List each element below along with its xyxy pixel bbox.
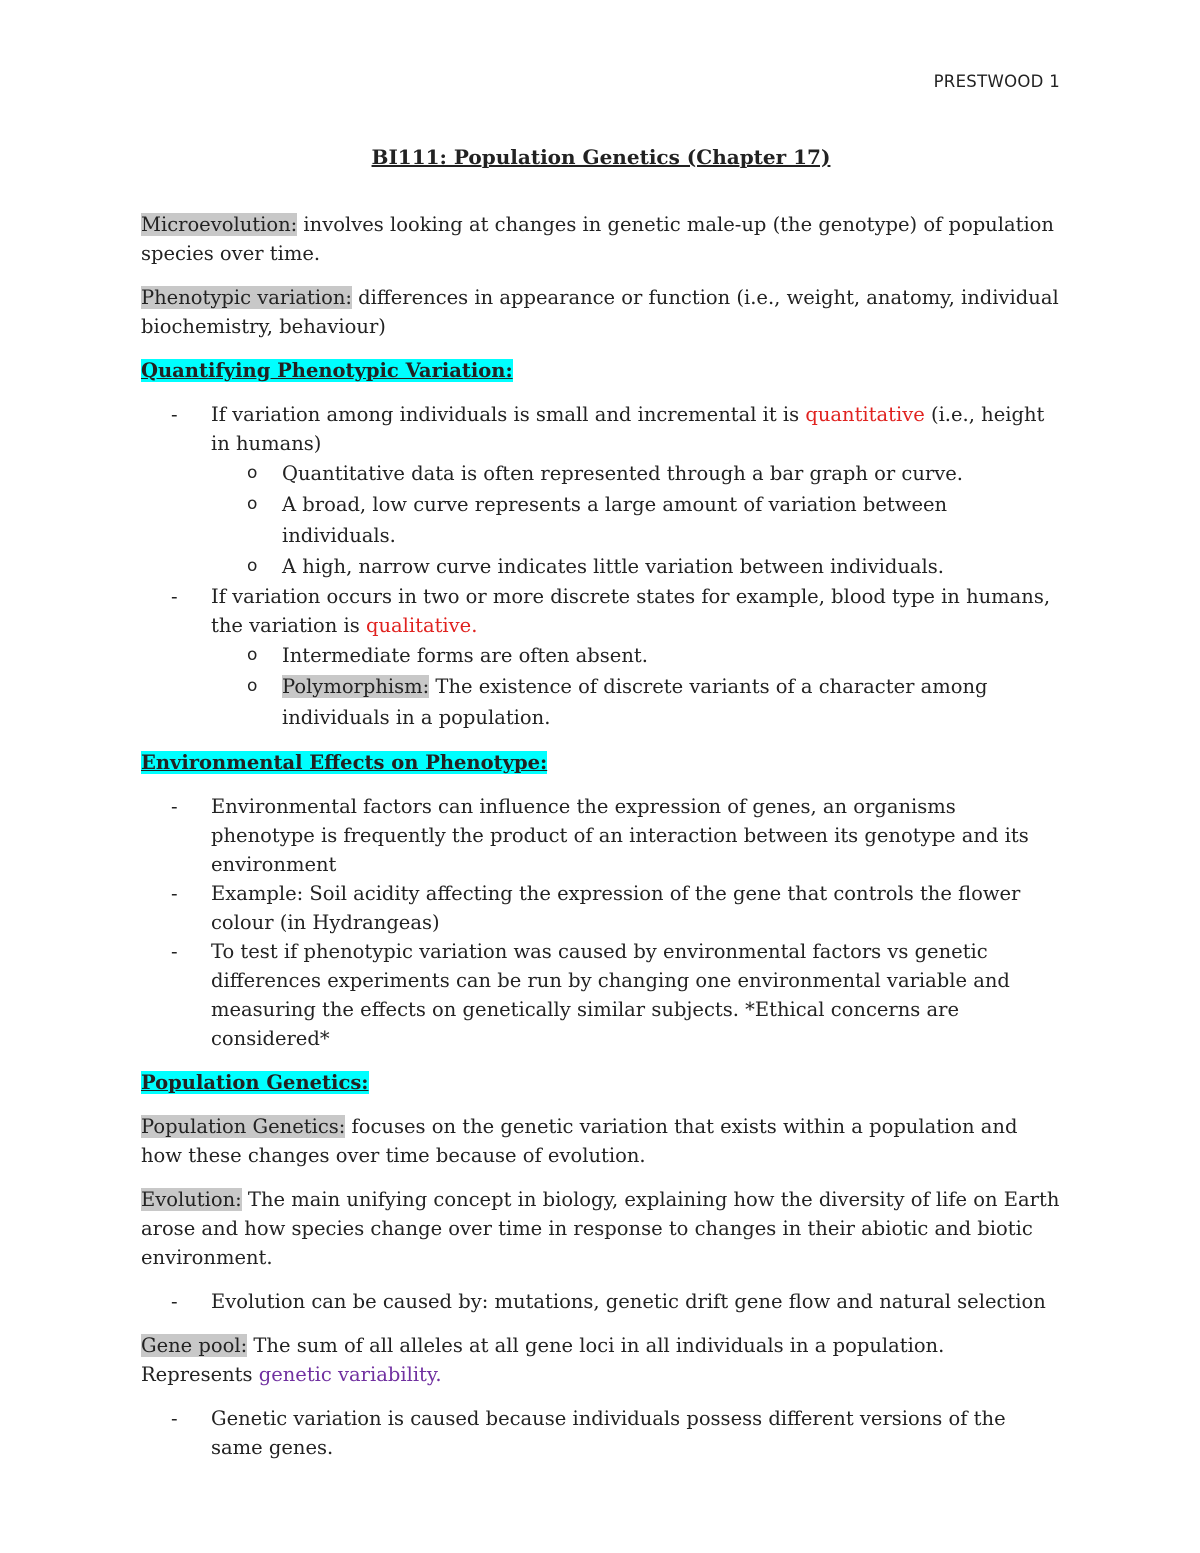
list-item: o A high, narrow curve indicates little variation between individuals.: [211, 551, 1061, 582]
circle-bullet: o: [247, 645, 258, 665]
list-item: - Environmental factors can influence the expression of genes, an organisms phenotype is frequently the product of an interaction between its genotype and its environment: [141, 792, 1061, 879]
list-item: o A broad, low curve represents a large amount of variation between individuals.: [211, 489, 1061, 551]
dash-bullet: -: [171, 1290, 178, 1313]
term-polymorphism: Polymorphism:: [282, 675, 430, 698]
sub-list: [211, 458, 1061, 582]
list-item: - Example: Soil acidity affecting the expression of the gene that controls the flower colour (in Hydrangeas): [141, 879, 1061, 937]
definition-text: differences in appearance or function (i.e., weight, anatomy, individual biochemistry, behaviour): [141, 286, 1059, 338]
dash-bullet: -: [171, 403, 178, 426]
dash-bullet: -: [171, 1407, 178, 1430]
term-population-genetics: Population Genetics:: [141, 1115, 346, 1138]
term-phenotypic-variation: Phenotypic variation:: [141, 286, 352, 309]
list-item: - If variation occurs in two or more discrete states for example, blood type in humans, the variation is qualitative. o Intermediate forms are often absent. o Polymorphism: The existence of discrete variants of a character among individuals in a population.: [141, 582, 1061, 733]
circle-bullet: o: [247, 463, 258, 483]
circle-bullet: o: [247, 556, 258, 576]
section-heading-quantifying: Quantifying Phenotypic Variation:: [141, 359, 513, 382]
dash-bullet: -: [171, 940, 178, 963]
list-item: - To test if phenotypic variation was caused by environmental factors vs genetic differences experiments can be run by changing one environmental variable and measuring the effects on genetically similar subjects. *Ethical concerns are considered*: [141, 937, 1061, 1053]
list-item: - If variation among individuals is small and incremental it is quantitative (i.e., height in humans) o Quantitative data is often represented through a bar graph or curve. o A broad, low curve represents a large amount of variation between individuals. o A high, narrow curve indicates little variation between individuals.: [141, 400, 1061, 582]
page-header: PRESTWOOD 1: [933, 72, 1060, 91]
definition-population-genetics: Population Genetics: focuses on the genetic variation that exists within a population and how these changes over time because of evolution.: [141, 1115, 1018, 1167]
document-body: [141, 143, 1061, 1477]
dash-bullet: -: [171, 585, 178, 608]
section-heading-environmental: Environmental Effects on Phenotype:: [141, 751, 548, 774]
sub-list: [211, 640, 1061, 733]
list-item: o Intermediate forms are often absent.: [211, 640, 1061, 671]
definition-text: involves looking at changes in genetic male-up (the genotype) of population species over time.: [141, 213, 1054, 265]
definition-gene-pool: Gene pool: The sum of all alleles at all gene loci in all individuals in a population. Represents genetic variability.: [141, 1334, 945, 1386]
dash-bullet: -: [171, 795, 178, 818]
document-title: BI111: Population Genetics (Chapter 17): [371, 145, 831, 169]
list-item: o Quantitative data is often represented through a bar graph or curve.: [211, 458, 1061, 489]
definition-microevolution: [141, 210, 1061, 268]
dash-bullet: -: [171, 882, 178, 905]
term-gene-pool: Gene pool:: [141, 1334, 248, 1357]
keyword-qualitative: qualitative.: [365, 614, 478, 637]
bullet-list-gene-pool: [141, 1404, 1061, 1462]
bullet-list-quantifying: [141, 400, 1061, 733]
term-microevolution: Microevolution:: [141, 213, 298, 236]
list-item: - Evolution can be caused by: mutations, genetic drift gene flow and natural selection: [141, 1287, 1061, 1316]
keyword-quantitative: quantitative: [805, 403, 925, 426]
bullet-list-environmental: [141, 792, 1061, 1053]
circle-bullet: o: [247, 494, 258, 514]
definition-phenotypic-variation: [141, 283, 1061, 341]
circle-bullet: o: [247, 676, 258, 696]
list-item: - Genetic variation is caused because individuals possess different versions of the same genes.: [141, 1404, 1061, 1462]
bullet-list-evolution: [141, 1287, 1061, 1316]
term-evolution: Evolution:: [141, 1188, 242, 1211]
definition-evolution: Evolution: The main unifying concept in biology, explaining how the diversity of life on Earth arose and how species change over time in response to changes in their abiotic and biotic environment.: [141, 1188, 1060, 1269]
keyword-genetic-variability: genetic variability.: [258, 1363, 442, 1386]
section-heading-population-genetics: Population Genetics:: [141, 1071, 369, 1094]
list-item: o Polymorphism: The existence of discrete variants of a character among individuals in a population.: [211, 671, 1061, 733]
